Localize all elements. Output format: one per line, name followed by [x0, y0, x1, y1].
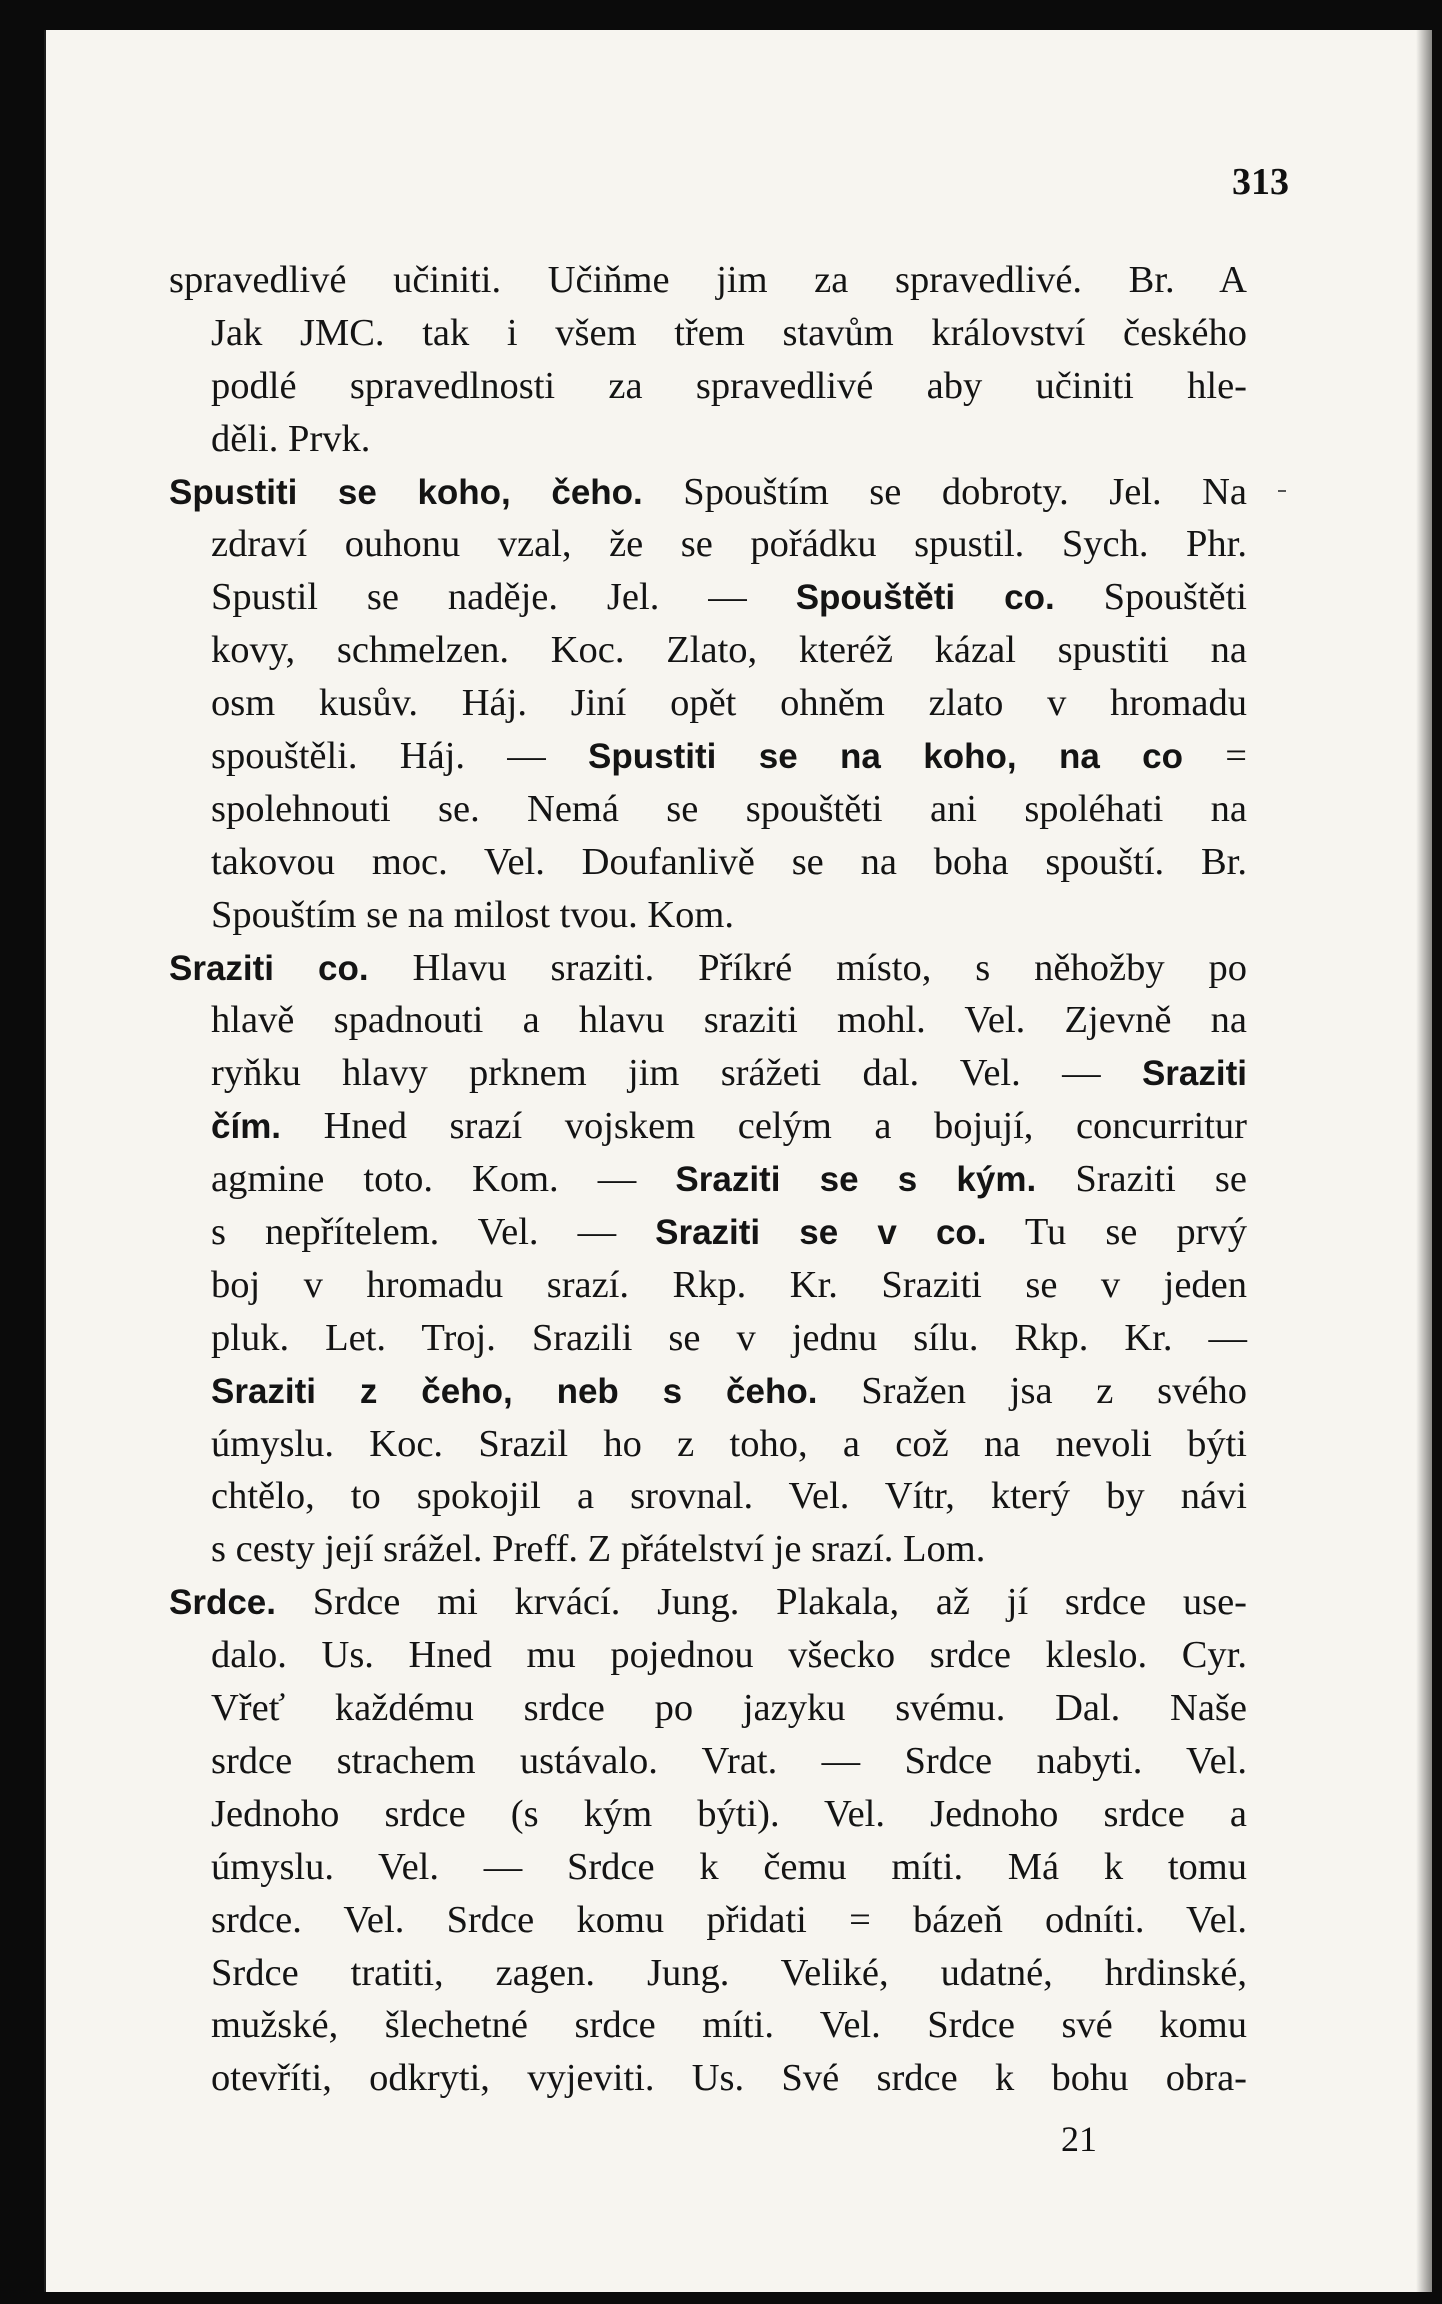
text-line [169, 1682, 1247, 1735]
text-line [169, 1841, 1247, 1894]
text-segment: Spouštím se na milost tvou. Kom. [211, 893, 734, 936]
dictionary-entry [169, 1576, 1247, 2105]
text-line [169, 1788, 1247, 1841]
text-segment: spolehnouti se. Nemá se spouštěti ani spoléhati na [211, 787, 1247, 830]
text-segment: Srdce mi krvácí. Jung. Plakala, až jí srdce use- [276, 1581, 1247, 1624]
text-line [169, 1894, 1247, 1947]
text-segment: podlé spravedlnosti za spravedlivé aby učiniti hle- [211, 364, 1247, 407]
text-line [169, 1365, 1247, 1418]
text-line [169, 677, 1247, 730]
dictionary-entry [169, 466, 1247, 942]
text-segment: Spustil se naděje. Jel. — [211, 576, 796, 619]
text-segment: úmyslu. Koc. Srazil ho z toho, a což na nevoli býti [211, 1422, 1247, 1465]
text-segment: Sraziti se [1036, 1158, 1247, 1201]
text-line [169, 1100, 1247, 1153]
text-segment: úmyslu. Vel. — Srdce k čemu míti. Má k tomu [211, 1845, 1247, 1888]
headword: Sraziti z čeho, neb s čeho. [211, 1371, 818, 1411]
text-segment: srdce. Vel. Srdce komu přidati = bázeň odníti. Vel. [211, 1898, 1247, 1941]
text-line [169, 624, 1247, 677]
text-line [169, 1523, 1247, 1576]
signature-mark: 21 [1061, 2119, 1097, 2159]
dictionary-entry [169, 942, 1247, 1577]
headword: čím. [211, 1107, 282, 1147]
text-line [169, 1047, 1247, 1100]
book-page [44, 30, 1432, 2292]
text-segment: osm kusův. Háj. Jiní opět ohněm zlato v hromadu [211, 682, 1247, 725]
headword: Sraziti co. [169, 948, 369, 988]
text-segment: zdraví ouhonu vzal, že se pořádku spustil. Sych. Phr. [211, 523, 1247, 566]
margin-mark [1278, 490, 1286, 492]
text-line [169, 466, 1247, 519]
headword: Spustiti se koho, čeho. [169, 472, 643, 512]
text-line [169, 836, 1247, 889]
text-segment: Spouštím se dobroty. Jel. Na [642, 470, 1248, 513]
text-segment: boj v hromadu srazí. Rkp. Kr. Sraziti se v jeden [211, 1263, 1247, 1306]
text-line [169, 1999, 1247, 2052]
text-segment: srdce strachem ustávalo. Vrat. — Srdce nabyti. Vel. [211, 1739, 1247, 1782]
text-segment: děli. Prvk. [211, 417, 371, 460]
text-segment: Srdce tratiti, zagen. Jung. Veliké, udatné, hrdinské, [211, 1951, 1247, 1994]
text-line [169, 1735, 1247, 1788]
text-segment: Tu se prvý [986, 1211, 1247, 1254]
text-line [169, 360, 1247, 413]
text-segment: takovou moc. Vel. Doufanlivě se na boha spouští. Br. [211, 840, 1247, 883]
text-line [169, 1629, 1247, 1682]
text-segment: Hned srazí vojskem celým a bojují, concurritur [281, 1105, 1247, 1148]
headword: Sraziti se v co. [655, 1213, 987, 1253]
headword: Spouštěti co. [795, 578, 1055, 618]
text-segment: ryňku hlavy prknem jim srážeti dal. Vel. — [211, 1052, 1142, 1095]
text-line [169, 254, 1247, 307]
text-segment: s cesty její srážel. Preff. Z přátelství je srazí. Lom. [211, 1528, 986, 1571]
text-line [169, 783, 1247, 836]
text-line [169, 1947, 1247, 2000]
text-line [169, 518, 1247, 571]
page-number: 313 [1232, 161, 1289, 203]
text-segment: dalo. Us. Hned mu pojednou všecko srdce kleslo. Cyr. [211, 1634, 1247, 1677]
text-line [169, 994, 1247, 1047]
headword: Sraziti se s kým. [675, 1160, 1037, 1200]
text-segment: spouštěli. Háj. — [211, 735, 589, 778]
text-segment: Jak JMC. tak i všem třem stavům království českého [211, 311, 1247, 354]
text-segment: kovy, schmelzen. Koc. Zlato, kteréž kázal spustiti na [211, 629, 1247, 672]
text-line [169, 1576, 1247, 1629]
text-segment: = [1183, 735, 1247, 778]
text-line [169, 1259, 1247, 1312]
text-line [169, 889, 1247, 942]
text-line [169, 571, 1247, 624]
text-line [169, 307, 1247, 360]
page-edge-shadow [1416, 30, 1432, 2292]
text-segment: spravedlivé učiniti. Učiňme jim za spravedlivé. Br. A [169, 259, 1247, 301]
text-line [169, 1470, 1247, 1523]
text-line [169, 1312, 1247, 1365]
text-segment: hlavě spadnouti a hlavu sraziti mohl. Vel. Zjevně na [211, 999, 1247, 1042]
text-segment: Spouštěti [1054, 576, 1247, 619]
text-segment: Jednoho srdce (s kým býti). Vel. Jednoho srdce a [211, 1792, 1247, 1835]
dictionary-entry [169, 254, 1247, 466]
text-line [169, 730, 1247, 783]
dictionary-text [169, 254, 1247, 2105]
text-segment: chtělo, to spokojil a srovnal. Vel. Vítr, který by návi [211, 1475, 1247, 1518]
text-line [169, 1418, 1247, 1471]
text-segment: Hlavu sraziti. Příkré místo, s něhožby po [368, 946, 1248, 989]
text-segment: Vřeť každému srdce po jazyku svému. Dal. Naše [211, 1687, 1247, 1730]
text-line [169, 1153, 1247, 1206]
text-segment: agmine toto. Kom. — [211, 1158, 676, 1201]
text-segment: otevříti, odkryti, vyjeviti. Us. Své srdce k bohu obra- [211, 2057, 1247, 2100]
text-segment: s nepřítelem. Vel. — [211, 1211, 656, 1254]
headword: Spustiti se na koho, na co [588, 737, 1184, 777]
text-line [169, 2052, 1247, 2105]
text-line [169, 942, 1247, 995]
text-segment: mužské, šlechetné srdce míti. Vel. Srdce své komu [211, 2004, 1247, 2047]
headword: Srdce. [169, 1583, 276, 1623]
text-line [169, 413, 1247, 466]
text-segment: Sražen jsa z svého [817, 1369, 1247, 1412]
text-line [169, 1206, 1247, 1259]
headword: Sraziti [1141, 1054, 1247, 1094]
text-segment: pluk. Let. Troj. Srazili se v jednu sílu. Rkp. Kr. — [211, 1316, 1247, 1359]
